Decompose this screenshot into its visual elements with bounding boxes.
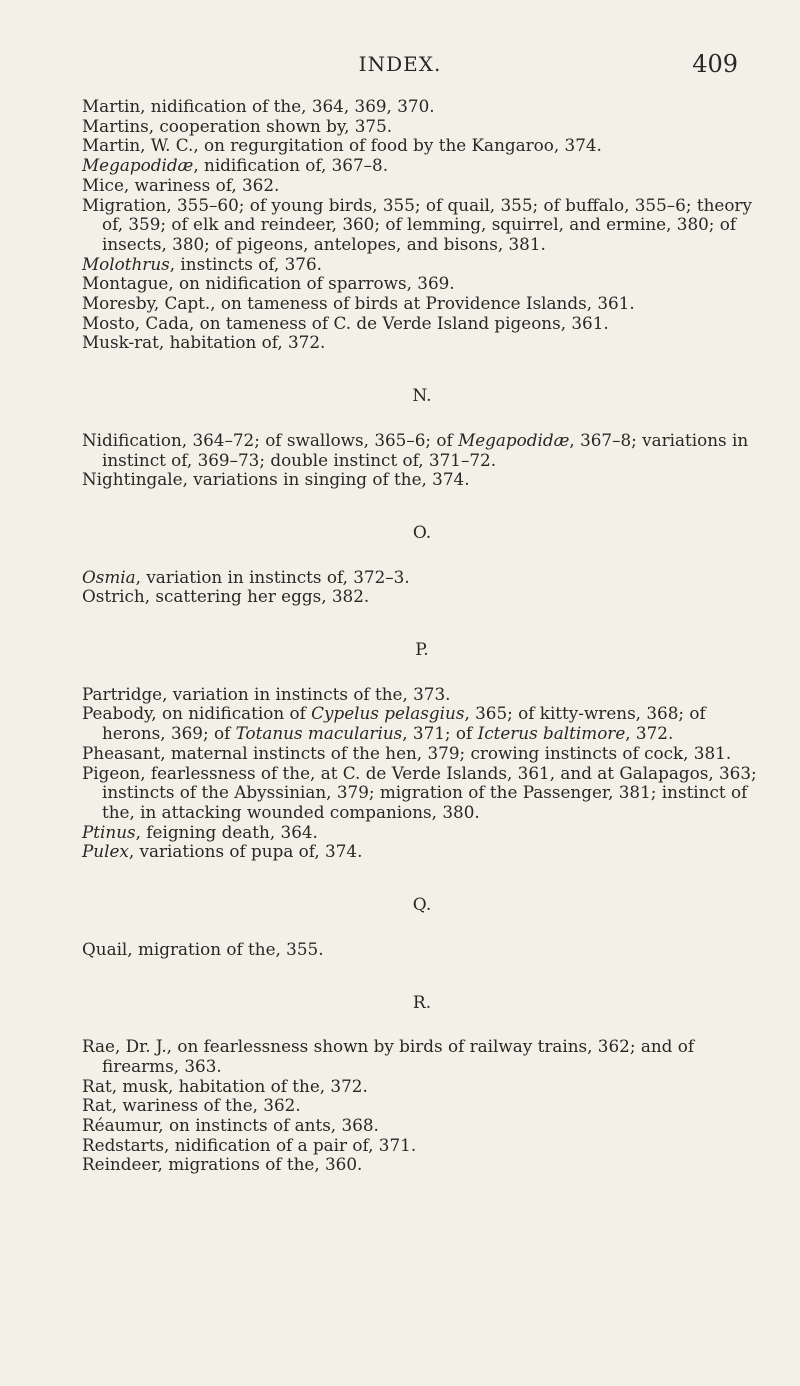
- entry-text: , 365; of kitty-wrens, 368; of herons, 369; of: [102, 703, 706, 744]
- index-entry: [82, 1155, 762, 1175]
- entry-text: , 372.: [625, 723, 674, 744]
- entry-text: Rae, Dr. J., on fearlessness shown by birds of railway trains, 362; and of firearms, 363.: [82, 1036, 695, 1076]
- entry-text: Migration, 355–60; of young birds, 355; of quail, 355; of buffalo, 355–6; theory of, 359; of elk and reindeer, 360; of lemming, squirrel, and ermine, 380; of insects, 380; of pigeons, antelopes, and bisons, 381.: [82, 194, 752, 254]
- entry-text: Martin, W. C., on regurgitation of food by the Kangaroo, 374.: [82, 135, 602, 156]
- index-entry: [82, 117, 762, 137]
- entry-text: Pheasant, maternal instincts of the hen, 379; crowing instincts of cock, 381.: [82, 742, 732, 763]
- index-entry: [82, 136, 762, 156]
- index-entry: [82, 274, 762, 294]
- index-entry: [82, 333, 762, 353]
- page-title: INDEX.: [358, 52, 442, 76]
- index-entry: [82, 97, 762, 117]
- entry-text-italic: Osmia: [82, 566, 136, 587]
- entry-text-italic: Totanus macularius: [235, 723, 403, 744]
- index-entry: [82, 704, 762, 743]
- index-entry: [82, 764, 762, 823]
- index-entry: [82, 744, 762, 764]
- index-entry: [82, 940, 762, 960]
- entry-text: Martin, nidification of the, 364, 369, 370.: [82, 96, 435, 116]
- entry-text: Rat, wariness of the, 362.: [82, 1095, 301, 1116]
- entry-text: , 367–8; variations in instinct of, 369–73; double instinct of, 371–72.: [102, 429, 749, 470]
- entry-text: , feigning death, 364.: [135, 821, 318, 842]
- entry-text-italic: Megapodidæ: [458, 429, 570, 450]
- index-entry: [82, 842, 762, 862]
- entry-text: Ostrich, scattering her eggs, 382.: [82, 586, 370, 607]
- index-body: [82, 97, 762, 1175]
- index-entry: [82, 294, 762, 314]
- index-entry: [82, 196, 762, 255]
- index-entry: [82, 1116, 762, 1136]
- entry-text: Réaumur, on instincts of ants, 368.: [82, 1115, 379, 1136]
- entry-text: Musk-rat, habitation of, 372.: [82, 332, 326, 353]
- entry-text: , nidification of, 367–8.: [193, 155, 389, 176]
- section-letter: P.: [415, 640, 429, 661]
- index-entry: [82, 255, 762, 275]
- index-entry: [82, 1037, 762, 1076]
- page-number: 409: [692, 50, 738, 78]
- entry-text: Nidification, 364–72; of swallows, 365–6; of: [82, 429, 459, 450]
- entry-text: Moresby, Capt., on tameness of birds at Providence Islands, 361.: [82, 293, 635, 314]
- entry-text: Rat, musk, habitation of the, 372.: [82, 1075, 368, 1096]
- entry-text-italic: Ptinus: [82, 821, 136, 842]
- entry-text: , 371; of: [402, 723, 478, 744]
- section-letter: N.: [412, 386, 432, 407]
- section-letter: R.: [412, 992, 432, 1013]
- section-letter: O.: [412, 522, 432, 543]
- section-letter: Q.: [412, 895, 432, 916]
- entry-text: Mosto, Cada, on tameness of C. de Verde Island pigeons, 361.: [82, 312, 609, 333]
- entry-text: Peabody, on nidification of: [82, 703, 312, 724]
- index-entry: [82, 1077, 762, 1097]
- index-entry: [82, 431, 762, 470]
- index-entry: [82, 1096, 762, 1116]
- entry-text: Martins, cooperation shown by, 375.: [82, 115, 393, 136]
- index-entry: [82, 568, 762, 588]
- entry-text-italic: Icterus baltimore: [477, 723, 626, 744]
- entry-text: Nightingale, variations in singing of the, 374.: [82, 469, 470, 490]
- entry-text: Partridge, variation in instincts of the, 373.: [82, 683, 451, 704]
- entry-text: Mice, wariness of, 362.: [82, 174, 280, 195]
- index-entry: [82, 314, 762, 334]
- entry-text-italic: Pulex: [82, 841, 129, 862]
- entry-text: Reindeer, migrations of the, 360.: [82, 1154, 363, 1175]
- index-entry: [82, 823, 762, 843]
- entry-text: Redstarts, nidification of a pair of, 371.: [82, 1134, 417, 1155]
- entry-text: , variation in instincts of, 372–3.: [135, 566, 410, 587]
- entry-text: Pigeon, fearlessness of the, at C. de Verde Islands, 361, and at Galapagos, 363; instincts of the Abyssinian, 379; migration of the Passenger, 381; instinct of the, in attacking wounded companions, 380.: [82, 762, 757, 822]
- entry-text: Montague, on nidification of sparrows, 369.: [82, 273, 455, 294]
- index-entry: [82, 685, 762, 705]
- index-entry: [82, 587, 762, 607]
- entry-text-italic: Cypelus pelasgius: [311, 703, 465, 724]
- index-entry: [82, 176, 762, 196]
- entry-text-italic: Molothrus: [82, 253, 170, 274]
- entry-text: , variations of pupa of, 374.: [128, 841, 363, 862]
- index-entry: [82, 470, 762, 490]
- entry-text-italic: Megapodidæ: [82, 155, 194, 176]
- entry-text: , instincts of, 376.: [169, 253, 322, 274]
- index-entry: [82, 1136, 762, 1156]
- entry-text: Quail, migration of the, 355.: [82, 938, 324, 959]
- index-entry: [82, 156, 762, 176]
- running-head: [0, 50, 800, 82]
